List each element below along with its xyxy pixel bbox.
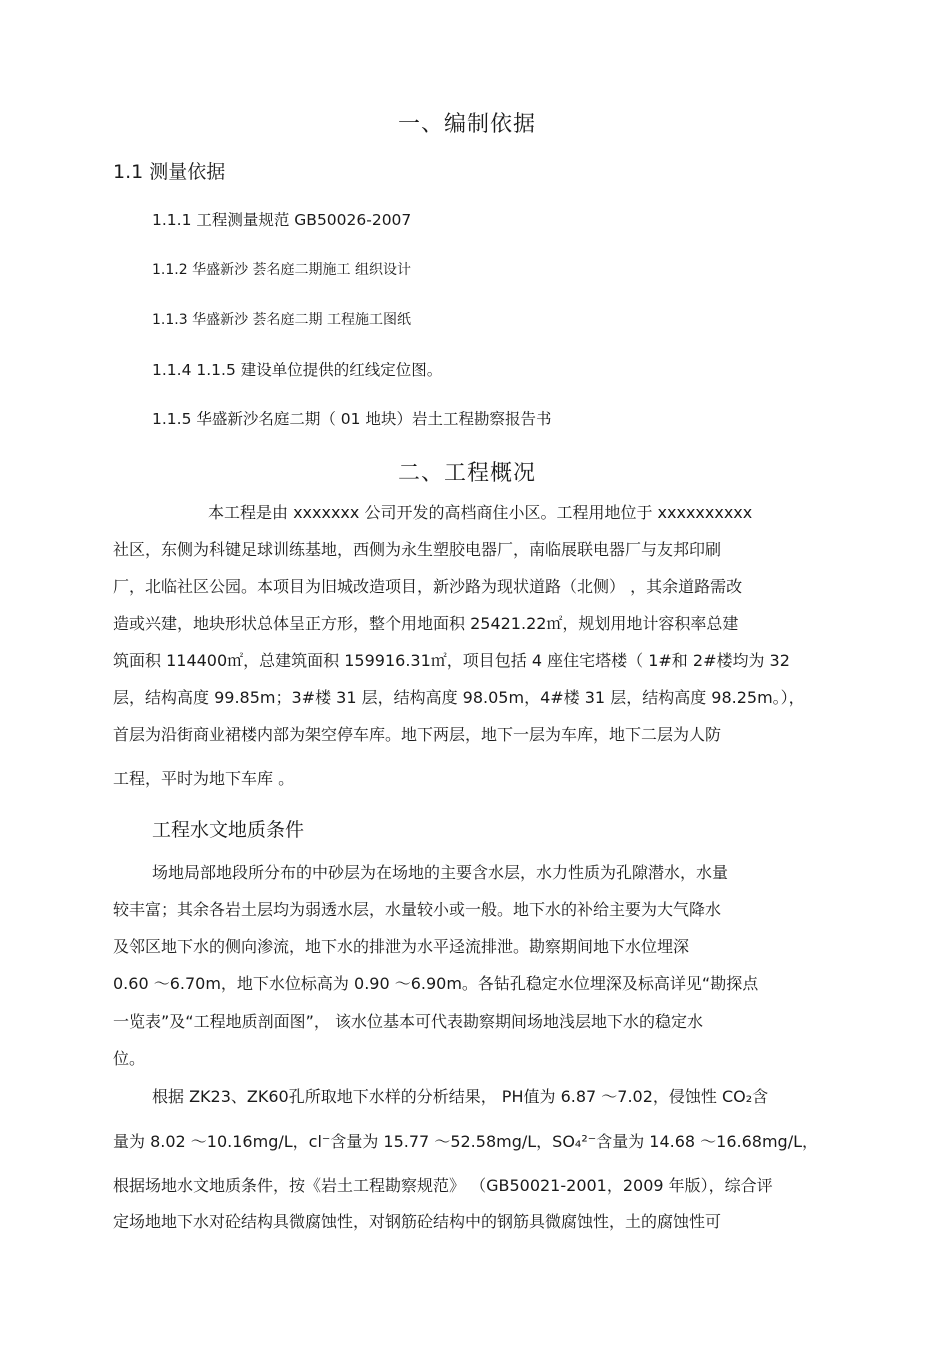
basis-item-5: 1.1.5 华盛新沙名庭二期（ 01 地块）岩土工程勘察报告书 xyxy=(152,410,552,428)
overview-line-2: 社区，东侧为科键足球训练基地，西侧为永生塑胶电器厂，南临展联电器厂与友邦印刷 xyxy=(113,540,722,559)
section-3-title: 工程水文地质条件 xyxy=(152,819,305,841)
section-2-title: 二、工程概况 xyxy=(398,461,537,486)
overview-line-4: 造或兴建，地块形状总体呈正方形，整个用地面积 25421.22㎡，规划用地计容积率总建 xyxy=(113,614,739,633)
basis-item-1: 1.1.1 工程测量规范 GB50026-2007 xyxy=(152,211,412,229)
overview-line-8: 工程，平时为地下车库 。 xyxy=(113,769,295,788)
water-analysis-line-3: 根据场地水文地质条件，按《岩土工程勘察规范》 （GB50021-2001，2009 年版），综合评 xyxy=(113,1176,773,1195)
subsection-1-1-title: 1.1 测量依据 xyxy=(113,161,226,183)
hydro-line-1: 场地局部地段所分布的中砂层为在场地的主要含水层，水力性质为孔隙潜水，水量 xyxy=(152,863,729,882)
water-analysis-line-4: 定场地地下水对砼结构具微腐蚀性，对钢筋砼结构中的钢筋具微腐蚀性，土的腐蚀性可 xyxy=(113,1212,722,1231)
overview-line-5: 筑面积 114400㎡，总建筑面积 159916.31㎡，项目包括 4 座住宅塔楼（ 1#和 2#楼均为 32 xyxy=(113,651,790,670)
overview-line-7: 首层为沿街商业裙楼内部为架空停车库。地下两层，地下一层为车库，地下二层为人防 xyxy=(113,725,722,744)
section-1-title: 一、编制依据 xyxy=(398,112,537,137)
basis-item-2: 1.1.2 华盛新沙 荟名庭二期施工 组织设计 xyxy=(152,262,411,278)
hydro-line-4: 0.60 ～6.70m，地下水位标高为 0.90 ～6.90m。各钻孔稳定水位埋深及标高详见“勘探点 xyxy=(113,974,759,993)
hydro-line-6: 位。 xyxy=(113,1049,146,1068)
water-analysis-line-2: 量为 8.02 ～10.16mg/L，cl⁻含量为 15.77 ～52.58mg/L，SO₄²⁻含量为 14.68 ～16.68mg/L， xyxy=(113,1132,819,1151)
overview-line-1: 本工程是由 xxxxxxx 公司开发的高档商住小区。工程用地位于 xxxxxxxxxx xyxy=(208,503,753,522)
basis-item-4: 1.1.4 1.1.5 建设单位提供的红线定位图。 xyxy=(152,361,443,379)
hydro-line-2: 较丰富；其余各岩土层均为弱透水层，水量较小或一般。地下水的补给主要为大气降水 xyxy=(113,900,722,919)
hydro-line-3: 及邻区地下水的侧向渗流，地下水的排泄为水平迳流排泄。勘察期间地下水位埋深 xyxy=(113,937,690,956)
water-analysis-line-1: 根据 ZK23、ZK60孔所取地下水样的分析结果， PH值为 6.87 ～7.02，侵蚀性 CO₂含 xyxy=(152,1087,769,1106)
overview-line-6: 层，结构高度 99.85m；3#楼 31 层，结构高度 98.05m，4#楼 31 层，结构高度 98.25m。）， xyxy=(113,688,805,707)
hydro-line-5: 一览表”及“工程地质剖面图”， 该水位基本可代表勘察期间场地浅层地下水的稳定水 xyxy=(113,1012,703,1031)
basis-item-3: 1.1.3 华盛新沙 荟名庭二期 工程施工图纸 xyxy=(152,312,411,328)
overview-line-3: 厂，北临社区公园。本项目为旧城改造项目，新沙路为现状道路（北侧） ，其余道路需改 xyxy=(113,577,743,596)
